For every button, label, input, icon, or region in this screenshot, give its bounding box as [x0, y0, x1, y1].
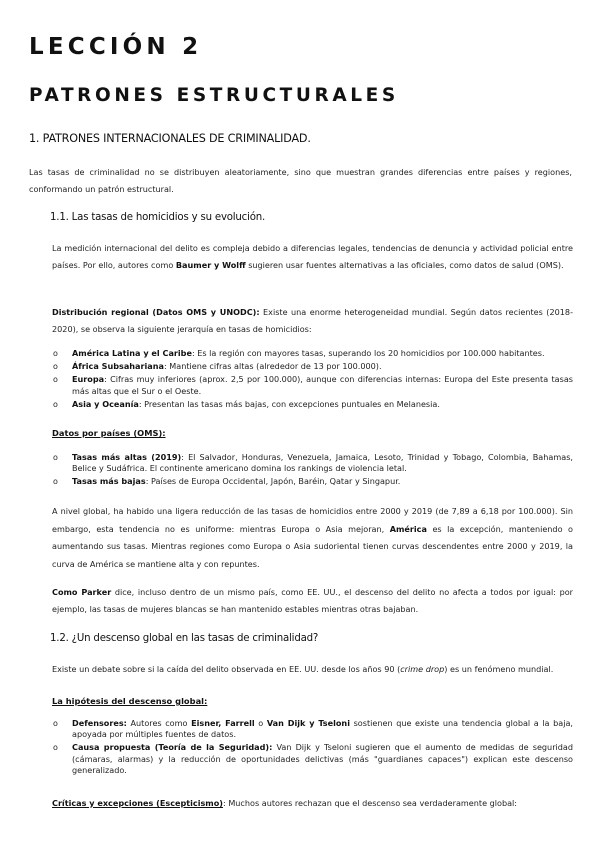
hipotesis-label: La hipótesis del descenso global: — [52, 696, 208, 706]
list-item: o Tasas más bajas: Países de Europa Occidental, Japón, Baréin, Qatar y Singapur. — [53, 476, 401, 487]
countries-list — [52, 452, 573, 490]
lesson-subtitle: PATRONES ESTRUCTURALES — [29, 85, 399, 106]
list-item: o Defensores: Autores como Eisner, Farrell o Van Dijk y Tseloni sostienen que existe una tendencia global a la baja, apoyada por múltiples fuentes de datos. — [53, 718, 573, 740]
list-item: o Asia y Oceanía: Presentan las tasas más bajas, con excepciones puntuales en Melanesia. — [53, 398, 440, 409]
hypothesis-list — [52, 718, 573, 778]
paragraph-crime-drop: Existe un debate sobre si la caída del delito observada en EE. UU. desde los años 90 (crime drop) es un fenómeno mundial. — [52, 664, 554, 674]
intro-paragraph: Las tasas de criminalidad no se distribuyen aleatoriamente, sino que muestran grandes diferencias entre países y regiones, conformando un patrón estructural. — [29, 167, 572, 194]
paragraph-regional: Distribución regional (Datos OMS y UNODC): Existe una enorme heterogeneidad mundial. Según datos recientes (2018-2020), se observa la siguiente jerarquía en tasas de homicidios: — [52, 307, 573, 334]
paragraph-parker: Como Parker dice, incluso dentro de un mismo país, como EE. UU., el descenso del delito no afecta a todos por igual: por ejemplo, las tasas de mujeres blancas se han mantenido estables mientras otras bajaban. — [52, 587, 573, 614]
subsection-1-2-heading: 1.2. ¿Un descenso global en las tasas de criminalidad? — [50, 633, 319, 644]
datos-label: Datos por países (OMS): — [52, 428, 166, 438]
list-item: o Europa: Cifras muy inferiores (aprox. 2,5 por 100.000), aunque con diferencias internas: Europa del Este presenta tasas más altas que el Sur o el Oeste. — [53, 374, 573, 396]
list-item: o África Subsahariana: Mantiene cifras altas (alrededor de 13 por 100.000). — [53, 361, 382, 372]
lesson-title: LECCIÓN 2 — [29, 34, 203, 60]
list-item: o América Latina y el Caribe: Es la región con mayores tasas, superando los 20 homicidios por 100.000 habitantes. — [53, 348, 545, 358]
paragraph-measurement: La medición internacional del delito es compleja debido a diferencias legales, tendencias de denuncia y actividad policial entre países. Por ello, autores como Baumer y Wolff sugieren usar fuentes alternativas a las oficiales, como datos de salud (OMS). — [52, 243, 573, 270]
list-item: o Tasas más altas (2019): El Salvador, Honduras, Venezuela, Jamaica, Lesoto, Trinidad y Tobago, Colombia, Bahamas, Belice y Sudáfrica. El continente americano domina los rankings de violencia letal. — [53, 452, 573, 474]
subsection-1-1-heading: 1.1. Las tasas de homicidios y su evolución. — [50, 212, 266, 223]
paragraph-global-trend: A nivel global, ha habido una ligera reducción de las tasas de homicidios entre 2000 y 2019 (de 7,89 a 6,18 por 100.000). Sin embargo, esta tendencia no es uniforme: mientras Europa o Asia mejoran, América es la excepción, manteniendo o aumentando sus tasas. Mientras regiones como Europa o Asia sudoriental tienen curvas descendentes entre 2000 y 2019, la curva de América se mantiene alta y con repuntes. — [52, 506, 573, 569]
list-item: o Causa propuesta (Teoría de la Seguridad): Van Dijk y Tseloni sugieren que el aumento de medidas de seguridad (cámaras, alarmas) y la reducción de oportunidades delictivas (más "guardianes capaces") explican este descenso generalizado. — [53, 742, 574, 775]
section-1-heading: 1. PATRONES INTERNACIONALES DE CRIMINALIDAD. — [29, 132, 311, 145]
regions-list — [52, 348, 573, 412]
paragraph-criticas: Críticas y excepciones (Escepticismo): Muchos autores rechazan que el descenso sea verdaderamente global: — [52, 798, 518, 808]
